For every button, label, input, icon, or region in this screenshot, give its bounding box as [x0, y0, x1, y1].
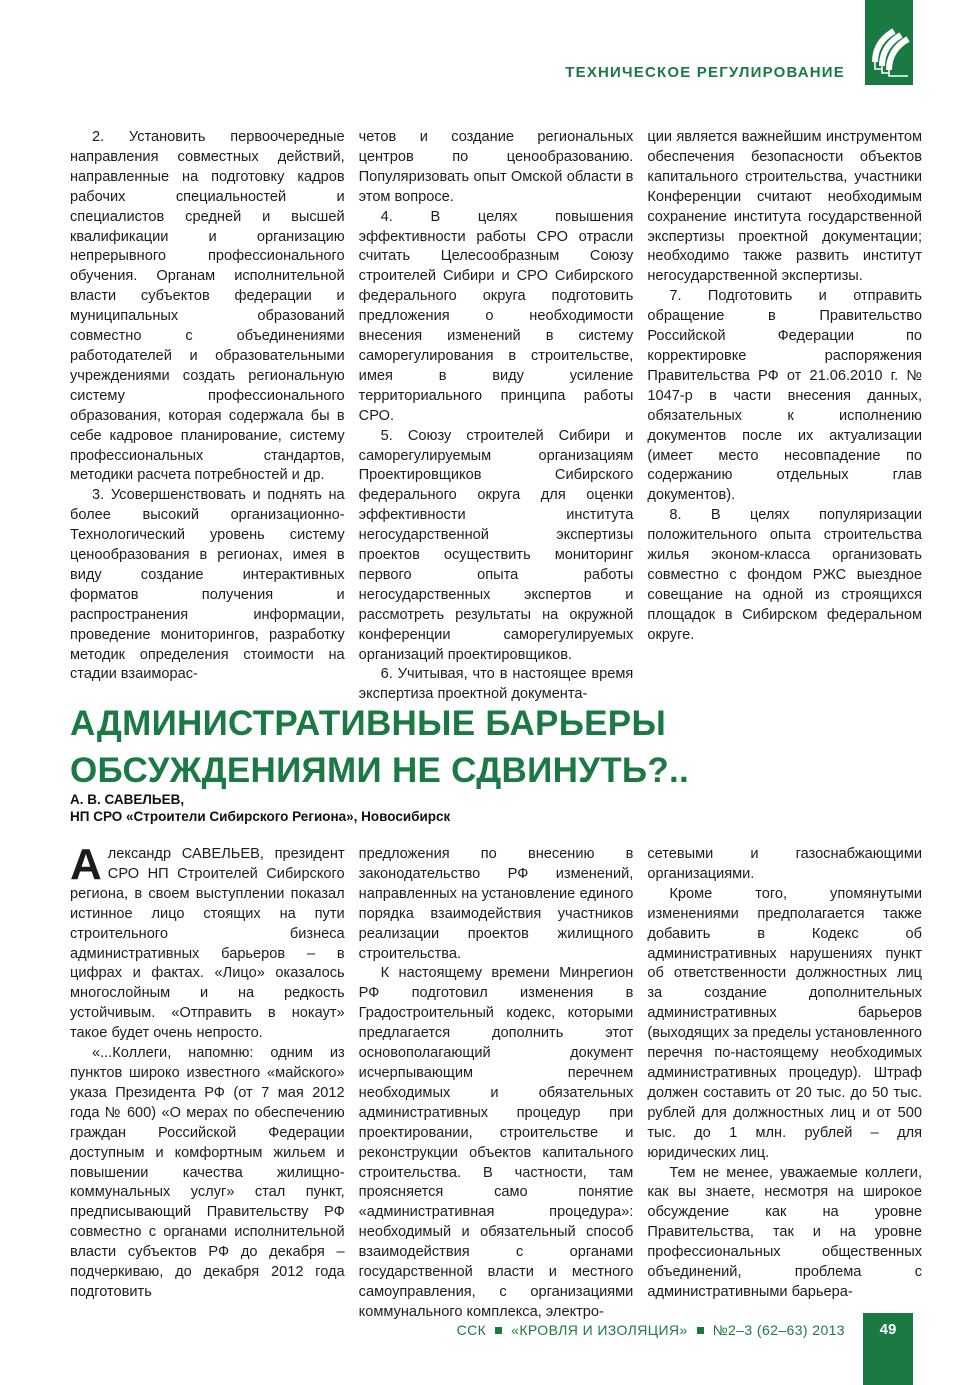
square-bullet-icon — [697, 1327, 704, 1334]
footer-issue: №2–3 (62–63) 2013 — [712, 1322, 845, 1338]
top-column-1 — [70, 128, 345, 705]
byline — [70, 791, 450, 825]
paragraph: Тем не менее, уважаемые коллеги, как вы знаете, несмотря на широкое обсуждение как на уровне Правительства, так и на уровне профессиональных общественных объединений, проблема с административными барьера- — [647, 1164, 923, 1300]
paragraph: ции является важнейшим инструментом обеспечения безопасности объектов капитального строительства, участники Конференции считают необходимым сохранение института государственной экспертизы проектной документации; необходимо также развить институт негосударственной экспертизы. — [647, 129, 923, 285]
top-article-columns — [70, 128, 922, 705]
article-column-3 — [647, 845, 922, 1323]
paragraph: Александр САВЕЛЬЕВ, президент СРО НП Строителей Сибирского региона, в своем выступлении показал истинное лицо стоящих на пути строительного бизнеса административных барьеров – в цифрах и фактах. «Лицо» оказалось многослойным и на редкость устойчивым. «Отправить в нокаут» такое будет очень непросто. — [70, 840, 345, 1042]
paragraph: 7. Подготовить и отправить обращение в Правительство Российской Федерации по корректировке распоряжения Правительства РФ от 21.06.2010 г. № 1047-р в части внесения данных, обязательных к исполнению документов после их актуализации (имеет место несовпадение по содержанию отдельных глав документов). — [647, 288, 923, 504]
top-column-2 — [359, 128, 634, 705]
article-column-1 — [70, 840, 345, 1323]
journal-logo — [865, 0, 913, 85]
footer-organization: ССК — [456, 1322, 487, 1338]
paragraph: 4. В целях повышения эффективности работы СРО отрасли считать Целесообразным Союзу строителей Сибири и СРО Сибирского федерального округа подготовить предложения о необходимости внесения изменений в систему саморегулирования в строительстве, имея в виду усиление территориального принципа работы СРО. — [358, 208, 634, 424]
article-column-2 — [359, 845, 634, 1323]
paragraph: 3. Усовершенствовать и поднять на более высокий организационно-Технологический уровень систему ценообразования в регионах, имея в виду создание интерактивных форматов получения и распространения информации, проведение мониторингов, разработку методик определения стоимости на стадии взаиморас- — [70, 487, 345, 683]
footer-magazine: «КРОВЛЯ И ИЗОЛЯЦИЯ» — [511, 1322, 688, 1338]
top-column-3 — [647, 128, 922, 705]
drop-cap: А — [70, 840, 102, 889]
section-header-label: ТЕХНИЧЕСКОЕ РЕГУЛИРОВАНИЕ — [565, 64, 845, 81]
paragraph: предложения по внесению в законодательство РФ изменений, направленных на установление единого порядка взаимодействия участников реализации проектов жилищного строительства. — [358, 846, 634, 962]
article-columns — [70, 840, 923, 1323]
author-affiliation: НП СРО «Строители Сибирского Региона», Новосибирск — [70, 809, 451, 824]
paragraph: сетевыми и газоснабжающими организациями. — [647, 846, 923, 882]
page-number: 49 — [879, 1321, 897, 1338]
paragraph: 6. Учитывая, что в настоящее время экспертиза проектной документа- — [358, 666, 634, 703]
roofing-layers-icon — [865, 0, 913, 85]
paragraph: К настоящему времени Минрегион РФ подготовил изменения в Градостроительный кодекс, которыми предлагается дополнить этот основополагающий документ исчерпывающим перечнем необходимых и обязательных административных процедур при проектировании, строительстве и реконструкции объектов капитального строительства. В частности, там проясняется само понятие «административная процедура»: необходимый и обязательный способ взаимодействия с органами государственной власти и местного самоуправления, с организациями коммунального комплекса, электро- — [358, 965, 634, 1320]
article-title-line1: АДМИНИСТРАТИВНЫЕ БАРЬЕРЫ — [70, 704, 667, 743]
paragraph: четов и создание региональных центров по ценообразованию. Популяризовать опыт Омской области в этом вопросе. — [358, 129, 634, 205]
footer-journal-line — [457, 1322, 845, 1338]
page-number-badge — [863, 1313, 913, 1385]
paragraph: «...Коллеги, напомню: одним из пунктов широко известного «майского» указа Президента РФ (от 7 мая 2012 года № 600) «О мерах по обеспечению граждан Российской Федерации доступным и комфортным жильем и повышении качества жилищно-коммунальных услуг» стал пункт, предписывающий Правительству РФ совместно с органами исполнительной власти субъектов РФ до декабря – подчеркиваю, до декабря 2012 года подготовить — [70, 1045, 345, 1300]
square-bullet-icon — [495, 1327, 502, 1334]
article-title — [70, 700, 770, 794]
paragraph: 5. Союзу строителей Сибири и саморегулируемым организациям Проектировщиков Сибирского федерального округа для оценки эффективности института негосударственной экспертизы проектов осуществить мониторинг первого опыта работы негосударственных экспертов и рассмотреть результаты на окружной конференции саморегулируемых организаций проектировщиков. — [358, 427, 634, 663]
author-name: А. В. САВЕЛЬЕВ, — [70, 792, 185, 807]
paragraph: Кроме того, упомянутыми изменениями предполагается также добавить в Кодекс об административных нарушениях пункт об ответственности должностных лиц за создание дополнительных административных барьеров (выходящих за пределы установленного перечня по-настоящему необходимых административных процедур). Штраф должен составить от 20 тыс. до 50 тыс. рублей для должностных лиц и от 500 тыс. до 1 млн. рублей – для юридических лиц. — [647, 885, 923, 1161]
paragraph: 8. В целях популяризации положительного опыта строительства жилья эконом-класса организовать совместно с фондом РЖС выездное совещание на одной из строящихся площадок в Сибирском федеральном округе. — [647, 507, 923, 643]
paragraph: 2. Установить первоочередные направления совместных действий, направленные на подготовку кадров рабочих специальностей и специалистов средней и высшей квалификации и организацию непрерывного профессионального обучения. Органам исполнительной власти субъектов федерации и муниципальных образований совместно с объединениями работодателей и образовательными учреждениями создать региональную систему профессионального образования, которая содержала бы в себе кадровое планирование, систему профессиональных стандартов, методики расчета потребностей и др. — [70, 129, 345, 484]
article-title-line2: ОБСУЖДЕНИЯМИ НЕ СДВИНУТЬ?.. — [70, 751, 690, 790]
